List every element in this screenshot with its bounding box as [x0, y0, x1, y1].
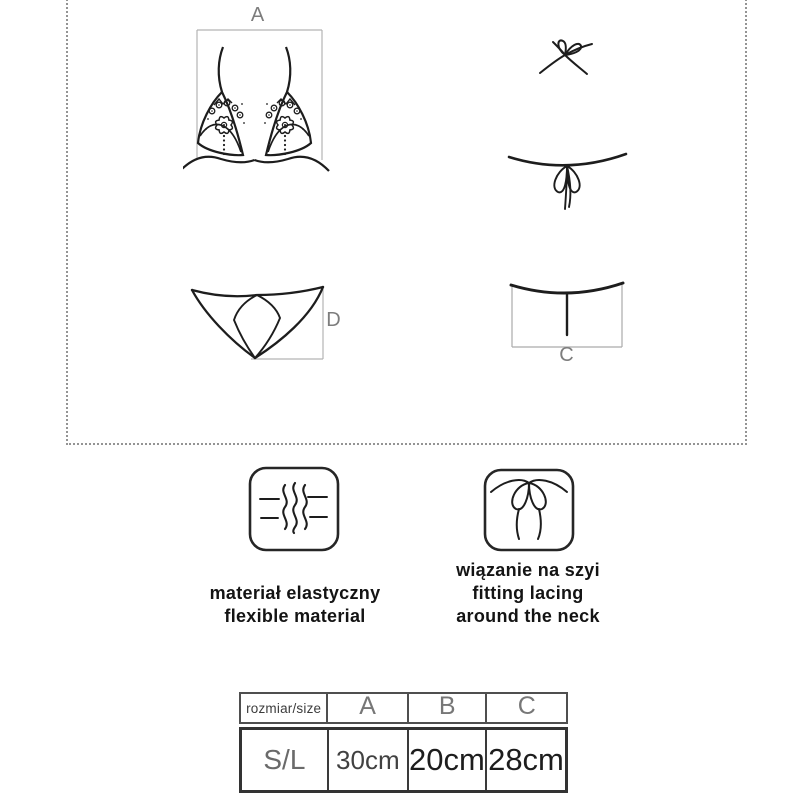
neck-lacing-line-en2: around the neck: [456, 606, 600, 626]
flexible-material-line-pl: materiał elastyczny: [209, 583, 381, 603]
size-table-header-size: rozmiar/size: [241, 694, 328, 722]
neck-lacing-line-pl: wiązanie na szyi: [456, 560, 600, 580]
size-table-cell-a: 30cm: [329, 730, 409, 790]
size-table-cell-b: 20cm: [409, 730, 487, 790]
size-table-header-a: A: [328, 694, 409, 722]
measure-d-label: D: [326, 309, 342, 331]
measure-c-label: C: [559, 344, 575, 366]
neck-lacing-caption: [408, 559, 648, 628]
halter-knot-drawing: [536, 38, 596, 80]
neck-lacing-drawing: [505, 147, 630, 213]
measure-a-bracket: [197, 30, 322, 160]
size-table-header-c: C: [517, 692, 536, 720]
size-table-cell-size: S/L: [242, 730, 329, 790]
measure-a-label: A: [250, 4, 266, 26]
wavy-lines-icon: [248, 466, 340, 552]
neck-lacing-line-en1: fitting lacing: [472, 583, 584, 603]
flexible-material-caption: [175, 582, 415, 628]
size-table-data-row: [239, 727, 568, 793]
bra-top-drawing: [183, 8, 333, 173]
back-strap-drawing: [508, 278, 628, 353]
dashed-border-panel: [66, 0, 747, 445]
bow-strings-icon: [483, 468, 575, 552]
size-table-header-row: [239, 692, 568, 724]
size-table-header-b: B: [409, 694, 488, 722]
panties-drawing: [185, 282, 340, 364]
flexible-material-line-en: flexible material: [224, 606, 366, 626]
size-table-cell-c: 28cm: [488, 742, 564, 777]
